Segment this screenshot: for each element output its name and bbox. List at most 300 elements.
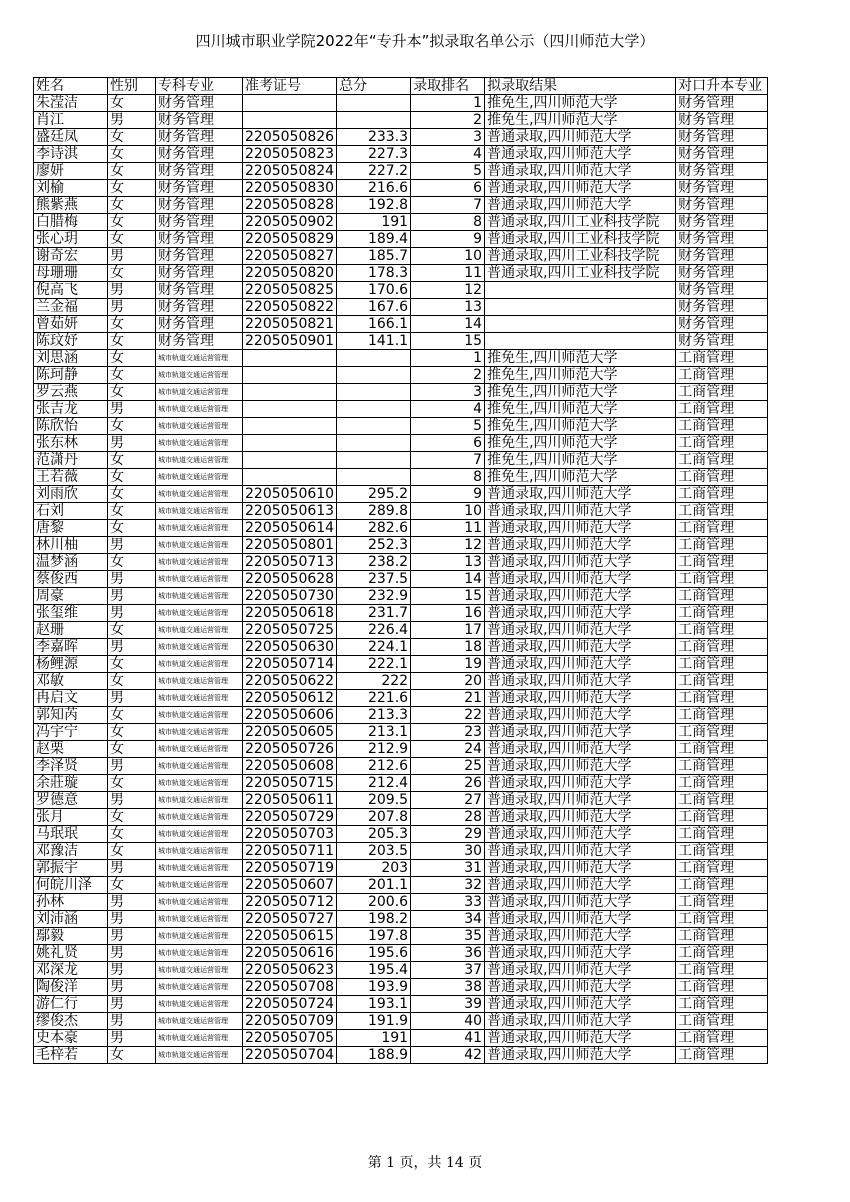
exam-id-cell [243,350,337,367]
exam-id-cell: 2205050615 [243,928,337,945]
target-major-cell: 财务管理 [676,214,768,231]
score-cell: 238.2 [337,554,411,571]
rank-cell: 3 [411,384,485,401]
gender-cell: 女 [108,486,156,503]
table-row [34,962,768,979]
name-cell: 冯宇宁 [34,724,108,741]
target-major-cell: 工商管理 [676,741,768,758]
score-cell: 207.8 [337,809,411,826]
table-row [34,418,768,435]
major-cell: 城市轨道交通运营管理 [156,928,243,945]
result-cell: 普通录取,四川师范大学 [485,741,676,758]
result-cell [485,333,676,350]
name-cell: 鄢毅 [34,928,108,945]
target-major-cell: 工商管理 [676,656,768,673]
rank-cell: 7 [411,197,485,214]
score-cell [337,401,411,418]
major-cell: 城市轨道交通运营管理 [156,1047,243,1064]
rank-cell: 26 [411,775,485,792]
exam-id-cell: 2205050828 [243,197,337,214]
result-cell: 推免生,四川师范大学 [485,452,676,469]
gender-cell: 女 [108,367,156,384]
target-major-cell: 工商管理 [676,384,768,401]
name-cell: 李诗淇 [34,146,108,163]
table-row [34,945,768,962]
result-cell: 普通录取,四川师范大学 [485,571,676,588]
target-major-cell: 工商管理 [676,911,768,928]
name-cell: 毛梓若 [34,1047,108,1064]
rank-cell: 23 [411,724,485,741]
score-cell: 237.5 [337,571,411,588]
rank-cell: 35 [411,928,485,945]
score-cell [337,435,411,452]
result-cell: 普通录取,四川师范大学 [485,996,676,1013]
name-cell: 姚礼贤 [34,945,108,962]
result-cell [485,299,676,316]
rank-cell: 4 [411,146,485,163]
target-major-cell: 工商管理 [676,894,768,911]
exam-id-cell: 2205050705 [243,1030,337,1047]
score-cell: 191 [337,1030,411,1047]
major-cell: 城市轨道交通运营管理 [156,486,243,503]
result-cell: 推免生,四川师范大学 [485,95,676,112]
exam-id-cell [243,112,337,129]
rank-cell: 12 [411,282,485,299]
gender-cell: 男 [108,588,156,605]
exam-id-cell: 2205050616 [243,945,337,962]
score-cell [337,469,411,486]
exam-id-cell: 2205050824 [243,163,337,180]
name-cell: 母珊珊 [34,265,108,282]
gender-cell: 女 [108,656,156,673]
gender-cell: 女 [108,214,156,231]
result-cell: 推免生,四川师范大学 [485,401,676,418]
gender-cell: 女 [108,707,156,724]
name-cell: 林川柚 [34,537,108,554]
name-cell: 廖妍 [34,163,108,180]
table-row [34,1030,768,1047]
result-cell: 普通录取,四川师范大学 [485,843,676,860]
major-cell: 财务管理 [156,214,243,231]
table-row [34,214,768,231]
page-title: 四川城市职业学院2022年“专升本”拟录取名单公示（四川师范大学） [195,32,655,50]
target-major-cell: 财务管理 [676,282,768,299]
major-cell: 城市轨道交通运营管理 [156,571,243,588]
rank-cell: 30 [411,843,485,860]
major-cell: 城市轨道交通运营管理 [156,452,243,469]
gender-cell: 女 [108,741,156,758]
score-cell [337,367,411,384]
target-major-cell: 财务管理 [676,112,768,129]
exam-id-cell: 2205050724 [243,996,337,1013]
gender-cell: 女 [108,333,156,350]
table-row [34,197,768,214]
gender-cell: 男 [108,894,156,911]
name-cell: 温梦涵 [34,554,108,571]
exam-id-cell: 2205050704 [243,1047,337,1064]
table-row [34,928,768,945]
name-cell: 陶俊洋 [34,979,108,996]
exam-id-cell: 2205050703 [243,826,337,843]
major-cell: 城市轨道交通运营管理 [156,503,243,520]
result-cell: 普通录取,四川师范大学 [485,163,676,180]
exam-id-cell: 2205050606 [243,707,337,724]
name-cell: 曾茹妍 [34,316,108,333]
major-cell: 城市轨道交通运营管理 [156,605,243,622]
gender-cell: 男 [108,1013,156,1030]
table-row [34,996,768,1013]
table-row [34,180,768,197]
table-row [34,163,768,180]
result-cell: 普通录取,四川师范大学 [485,690,676,707]
score-cell: 192.8 [337,197,411,214]
table-row [34,707,768,724]
score-cell [337,350,411,367]
gender-cell: 女 [108,129,156,146]
name-cell: 朱滢洁 [34,95,108,112]
target-major-cell: 财务管理 [676,248,768,265]
name-cell: 邓深龙 [34,962,108,979]
gender-cell: 男 [108,758,156,775]
name-cell: 邓豫洁 [34,843,108,860]
target-major-cell: 工商管理 [676,690,768,707]
target-major-cell: 财务管理 [676,316,768,333]
rank-cell: 25 [411,758,485,775]
table-row [34,894,768,911]
gender-cell: 女 [108,316,156,333]
table-row [34,588,768,605]
column-header: 准考证号 [243,78,337,95]
gender-cell: 女 [108,350,156,367]
major-cell: 城市轨道交通运营管理 [156,588,243,605]
table-row [34,384,768,401]
target-major-cell: 工商管理 [676,996,768,1013]
table-row [34,979,768,996]
gender-cell: 女 [108,843,156,860]
rank-cell: 40 [411,1013,485,1030]
table-row [34,537,768,554]
score-cell: 226.4 [337,622,411,639]
result-cell: 普通录取,四川师范大学 [485,860,676,877]
score-cell: 227.2 [337,163,411,180]
score-cell: 200.6 [337,894,411,911]
rank-cell: 36 [411,945,485,962]
name-cell: 熊紫燕 [34,197,108,214]
score-cell: 166.1 [337,316,411,333]
target-major-cell: 财务管理 [676,180,768,197]
major-cell: 财务管理 [156,316,243,333]
major-cell: 城市轨道交通运营管理 [156,843,243,860]
exam-id-cell: 2205050712 [243,894,337,911]
result-cell: 推免生,四川师范大学 [485,112,676,129]
exam-id-cell: 2205050713 [243,554,337,571]
target-major-cell: 工商管理 [676,843,768,860]
rank-cell: 16 [411,605,485,622]
exam-id-cell: 2205050622 [243,673,337,690]
gender-cell: 女 [108,265,156,282]
score-cell: 170.6 [337,282,411,299]
table-row [34,282,768,299]
table-row [34,299,768,316]
score-cell: 282.6 [337,520,411,537]
table-row [34,129,768,146]
name-cell: 兰金福 [34,299,108,316]
major-cell: 财务管理 [156,299,243,316]
score-cell [337,452,411,469]
result-cell: 普通录取,四川师范大学 [485,180,676,197]
major-cell: 城市轨道交通运营管理 [156,724,243,741]
gender-cell: 女 [108,384,156,401]
target-major-cell: 工商管理 [676,622,768,639]
rank-cell: 2 [411,112,485,129]
target-major-cell: 财务管理 [676,333,768,350]
score-cell: 203.5 [337,843,411,860]
result-cell: 普通录取,四川师范大学 [485,197,676,214]
name-cell: 余莊璇 [34,775,108,792]
rank-cell: 20 [411,673,485,690]
result-cell: 普通录取,四川师范大学 [485,656,676,673]
table-row [34,435,768,452]
target-major-cell: 工商管理 [676,537,768,554]
name-cell: 孙林 [34,894,108,911]
major-cell: 城市轨道交通运营管理 [156,962,243,979]
gender-cell: 男 [108,945,156,962]
column-header: 性别 [108,78,156,95]
result-cell: 普通录取,四川师范大学 [485,1047,676,1064]
name-cell: 史本豪 [34,1030,108,1047]
score-cell: 209.5 [337,792,411,809]
table-row [34,248,768,265]
major-cell: 城市轨道交通运营管理 [156,673,243,690]
table-row [34,554,768,571]
table-row [34,1013,768,1030]
exam-id-cell: 2205050825 [243,282,337,299]
exam-id-cell: 2205050725 [243,622,337,639]
exam-id-cell: 2205050605 [243,724,337,741]
result-cell: 普通录取,四川师范大学 [485,775,676,792]
table-row [34,367,768,384]
exam-id-cell: 2205050611 [243,792,337,809]
major-cell: 城市轨道交通运营管理 [156,860,243,877]
table-row [34,571,768,588]
result-cell [485,282,676,299]
rank-cell: 27 [411,792,485,809]
exam-id-cell: 2205050610 [243,486,337,503]
result-cell: 普通录取,四川师范大学 [485,486,676,503]
target-major-cell: 财务管理 [676,146,768,163]
major-cell: 财务管理 [156,163,243,180]
major-cell: 城市轨道交通运营管理 [156,775,243,792]
result-cell: 普通录取,四川师范大学 [485,826,676,843]
score-cell: 141.1 [337,333,411,350]
score-cell: 233.3 [337,129,411,146]
result-cell: 普通录取,四川师范大学 [485,792,676,809]
score-cell: 212.6 [337,758,411,775]
rank-cell: 31 [411,860,485,877]
major-cell: 城市轨道交通运营管理 [156,894,243,911]
rank-cell: 1 [411,95,485,112]
major-cell: 财务管理 [156,231,243,248]
gender-cell: 女 [108,503,156,520]
major-cell: 城市轨道交通运营管理 [156,996,243,1013]
gender-cell: 男 [108,248,156,265]
major-cell: 城市轨道交通运营管理 [156,1030,243,1047]
score-cell: 191.9 [337,1013,411,1030]
score-cell: 212.4 [337,775,411,792]
major-cell: 城市轨道交通运营管理 [156,792,243,809]
major-cell: 财务管理 [156,197,243,214]
rank-cell: 24 [411,741,485,758]
major-cell: 城市轨道交通运营管理 [156,758,243,775]
table-row [34,350,768,367]
score-cell: 221.6 [337,690,411,707]
score-cell: 198.2 [337,911,411,928]
exam-id-cell [243,435,337,452]
table-row [34,1047,768,1064]
table-row [34,520,768,537]
rank-cell: 28 [411,809,485,826]
score-cell: 193.9 [337,979,411,996]
gender-cell: 男 [108,792,156,809]
result-cell: 普通录取,四川师范大学 [485,945,676,962]
result-cell: 普通录取,四川师范大学 [485,877,676,894]
gender-cell: 女 [108,180,156,197]
rank-cell: 15 [411,588,485,605]
name-cell: 郭振宇 [34,860,108,877]
gender-cell: 男 [108,996,156,1013]
rank-cell: 6 [411,435,485,452]
result-cell: 普通录取,四川师范大学 [485,554,676,571]
target-major-cell: 财务管理 [676,129,768,146]
column-header: 总分 [337,78,411,95]
name-cell: 何皖川泽 [34,877,108,894]
table-row [34,605,768,622]
gender-cell: 男 [108,690,156,707]
score-cell: 193.1 [337,996,411,1013]
target-major-cell: 工商管理 [676,962,768,979]
name-cell: 罗云燕 [34,384,108,401]
major-cell: 财务管理 [156,146,243,163]
score-cell: 189.4 [337,231,411,248]
target-major-cell: 工商管理 [676,758,768,775]
score-cell: 188.9 [337,1047,411,1064]
score-cell [337,95,411,112]
exam-id-cell: 2205050628 [243,571,337,588]
major-cell: 城市轨道交通运营管理 [156,741,243,758]
name-cell: 张月 [34,809,108,826]
target-major-cell: 工商管理 [676,979,768,996]
major-cell: 财务管理 [156,282,243,299]
result-cell: 普通录取,四川师范大学 [485,146,676,163]
target-major-cell: 工商管理 [676,418,768,435]
name-cell: 刘沛涵 [34,911,108,928]
table-row [34,690,768,707]
name-cell: 张玺维 [34,605,108,622]
target-major-cell: 工商管理 [676,350,768,367]
score-cell: 213.1 [337,724,411,741]
gender-cell: 女 [108,469,156,486]
major-cell: 财务管理 [156,95,243,112]
rank-cell: 11 [411,265,485,282]
exam-id-cell: 2205050801 [243,537,337,554]
result-cell: 推免生,四川师范大学 [485,435,676,452]
name-cell: 陈欣怡 [34,418,108,435]
exam-id-cell [243,452,337,469]
rank-cell: 22 [411,707,485,724]
major-cell: 城市轨道交通运营管理 [156,622,243,639]
exam-id-cell: 2205050630 [243,639,337,656]
result-cell: 普通录取,四川师范大学 [485,129,676,146]
gender-cell: 男 [108,571,156,588]
major-cell: 城市轨道交通运营管理 [156,401,243,418]
name-cell: 赵珊 [34,622,108,639]
exam-id-cell: 2205050826 [243,129,337,146]
target-major-cell: 工商管理 [676,826,768,843]
rank-cell: 5 [411,418,485,435]
score-cell: 213.3 [337,707,411,724]
exam-id-cell [243,469,337,486]
exam-id-cell: 2205050730 [243,588,337,605]
exam-id-cell: 2205050607 [243,877,337,894]
rank-cell: 34 [411,911,485,928]
rank-cell: 14 [411,316,485,333]
rank-cell: 12 [411,537,485,554]
name-cell: 范潇丹 [34,452,108,469]
result-cell: 普通录取,四川师范大学 [485,605,676,622]
target-major-cell: 财务管理 [676,231,768,248]
name-cell: 张心玥 [34,231,108,248]
gender-cell: 女 [108,146,156,163]
target-major-cell: 工商管理 [676,486,768,503]
name-cell: 白腊梅 [34,214,108,231]
name-cell: 蔡俊西 [34,571,108,588]
score-cell: 295.2 [337,486,411,503]
major-cell: 城市轨道交通运营管理 [156,554,243,571]
result-cell [485,316,676,333]
result-cell: 普通录取,四川师范大学 [485,724,676,741]
rank-cell: 14 [411,571,485,588]
score-cell: 232.9 [337,588,411,605]
table-row [34,826,768,843]
result-cell: 普通录取,四川师范大学 [485,809,676,826]
gender-cell: 女 [108,775,156,792]
target-major-cell: 财务管理 [676,299,768,316]
rank-cell: 15 [411,333,485,350]
table-row [34,469,768,486]
score-cell: 227.3 [337,146,411,163]
exam-id-cell [243,95,337,112]
result-cell: 普通录取,四川师范大学 [485,894,676,911]
result-cell: 普通录取,四川师范大学 [485,537,676,554]
table-row [34,673,768,690]
major-cell: 城市轨道交通运营管理 [156,367,243,384]
target-major-cell: 工商管理 [676,877,768,894]
table-row [34,486,768,503]
exam-id-cell: 2205050613 [243,503,337,520]
gender-cell: 男 [108,928,156,945]
name-cell: 李嘉晖 [34,639,108,656]
table-row [34,809,768,826]
gender-cell: 男 [108,1030,156,1047]
target-major-cell: 工商管理 [676,809,768,826]
gender-cell: 男 [108,282,156,299]
major-cell: 城市轨道交通运营管理 [156,690,243,707]
gender-cell: 男 [108,112,156,129]
column-header: 对口升本专业 [676,78,768,95]
name-cell: 冉启文 [34,690,108,707]
name-cell: 王若薇 [34,469,108,486]
table-row [34,758,768,775]
